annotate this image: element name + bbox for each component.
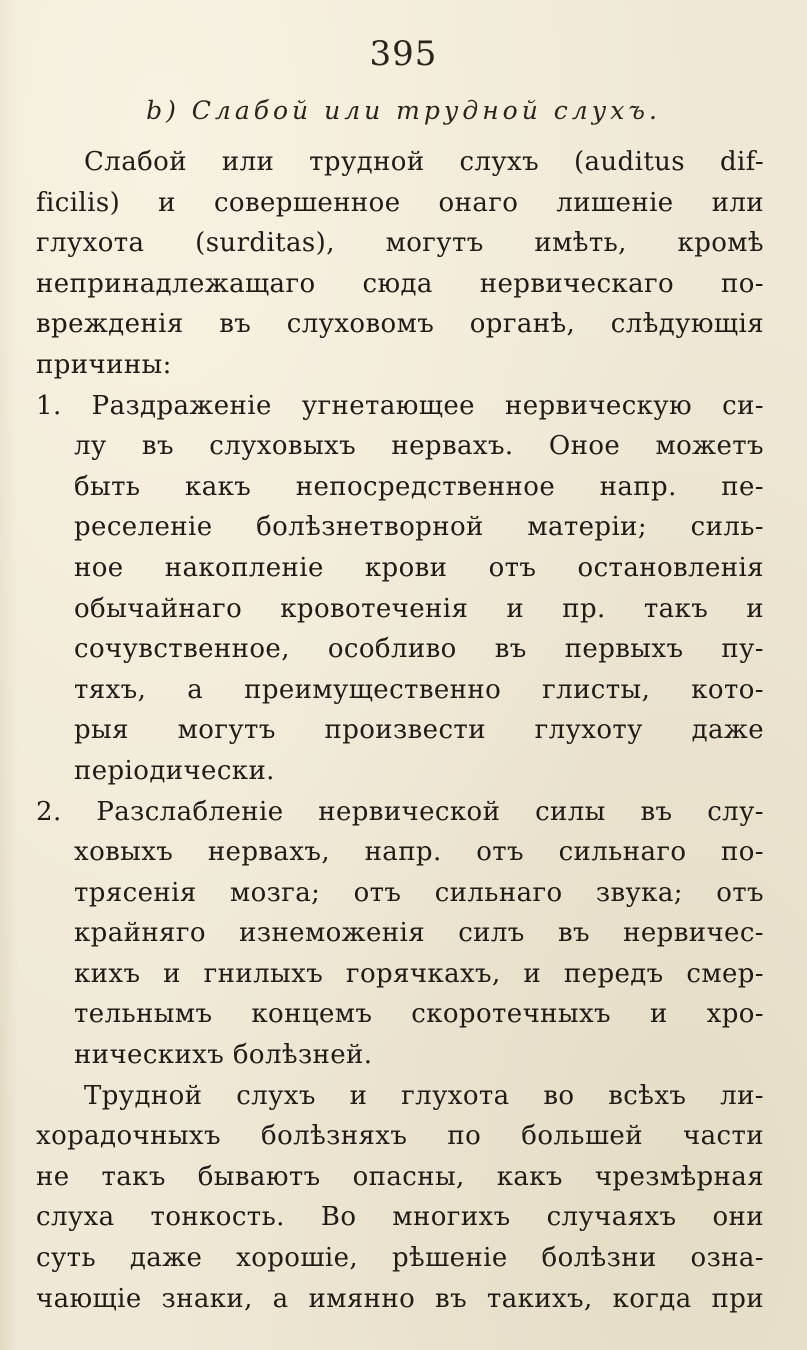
text-line: тельнымъ концемъ скоротечныхъ и хро- xyxy=(74,999,764,1030)
text-line: не такъ бываютъ опасны, какъ чрезмѣрная xyxy=(36,1161,764,1192)
text-line: тяхъ, а преимущественно глисты, кото- xyxy=(74,674,764,705)
text-line: обычайнаго кровотеченія и пр. такъ и xyxy=(74,593,764,624)
text-line: реселеніе болѣзнетворной матеріи; силь- xyxy=(74,512,764,543)
text-line: ное накопленіе крови отъ остановленія xyxy=(74,552,764,583)
text-line: чающіе знаки, а имянно въ такихъ, когда при xyxy=(36,1283,764,1314)
text-line: трясенія мозга; отъ сильнаго звука; отъ xyxy=(74,877,764,908)
text-line: непринадлежащаго сюда нервическаго по- xyxy=(36,268,764,299)
text-line: глухота (surditas), могутъ имѣть, кромѣ xyxy=(36,228,764,259)
text-line: рыя могутъ произвести глухоту даже xyxy=(74,715,764,746)
text-line: Трудной слухъ и глухота во всѣхъ ли- xyxy=(84,1080,764,1111)
text-line: крайняго изнеможенія силъ въ нервичес- xyxy=(74,918,764,949)
text-line: врежденія въ слуховомъ органѣ, слѣдующія xyxy=(36,309,764,340)
text-line: Слабой или трудной слухъ (auditus dif- xyxy=(84,147,764,177)
text-line: сочувственное, особливо въ первыхъ пу- xyxy=(74,634,764,665)
text-line: ническихъ болѣзней. xyxy=(74,1040,373,1071)
list-item-2-first-line: 2. Разслабленіе нервической силы въ слу- xyxy=(36,796,764,827)
text-line: слуха тонкость. Во многихъ случаяхъ они xyxy=(36,1202,764,1233)
text-line: хорадочныхъ болѣзняхъ по большей части xyxy=(36,1121,764,1152)
text-line: ficilis) и совершенное онаго лишеніе или xyxy=(36,187,764,218)
text-line: кихъ и гнилыхъ горячкахъ, и передъ смер- xyxy=(74,958,764,989)
text-line: лу въ слуховыхъ нервахъ. Оное можетъ xyxy=(74,431,764,462)
text-line: суть даже хорошіе, рѣшеніе болѣзни озна- xyxy=(36,1243,764,1274)
list-item-1-first-line: 1. Раздраженіе угнетающее нервическую си- xyxy=(36,390,764,421)
text-line: періодически. xyxy=(74,755,275,786)
text-line: ховыхъ нервахъ, напр. отъ сильнаго по- xyxy=(74,837,764,868)
section-heading: b) Слабой или трудной слухъ. xyxy=(146,96,661,125)
body-text xyxy=(36,142,764,1319)
text-line: быть какъ непосредственное напр. пе- xyxy=(74,471,764,502)
text-line: причины: xyxy=(36,349,172,380)
page-number: 395 xyxy=(369,34,438,74)
